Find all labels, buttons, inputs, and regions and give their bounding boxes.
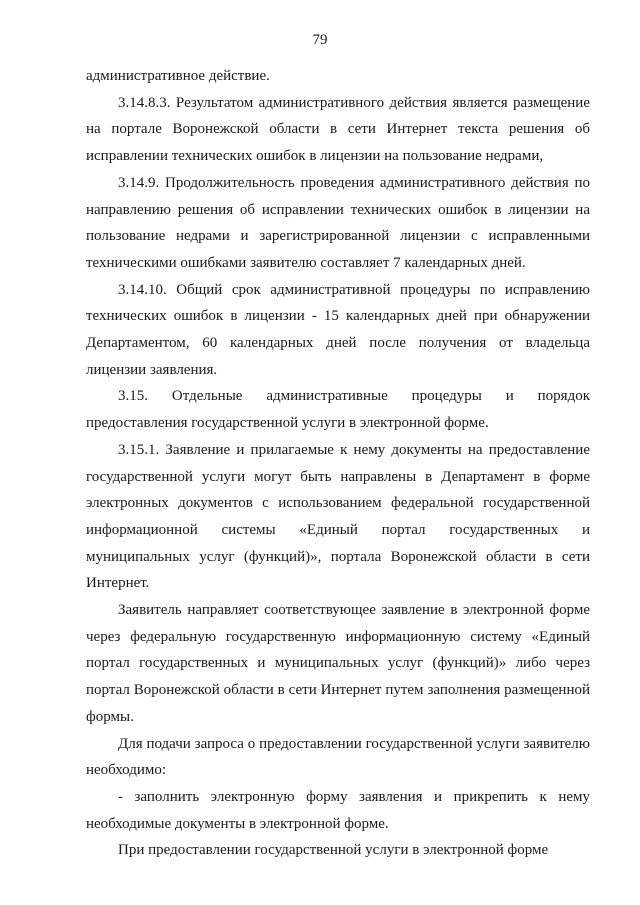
paragraph-3-15: 3.15. Отдельные административные процедуры и порядок предоставления государственной услуги в электронной форме. [86,388,590,432]
document-body [86,63,590,864]
paragraph-request: Для подачи запроса о предоставлении государственной услуги заявителю необходимо: [86,735,590,779]
paragraph-3-14-9: 3.14.9. Продолжительность проведения административного действия по направлению решения об исправлении технических ошибок в лицензии на пользование недрами и зарегистрированной лицензии с исправленными техническими ошибками заявителю составляет 7 календарных дней. [86,174,590,271]
paragraph-3-14-10: 3.14.10. Общий срок административной процедуры по исправлению технических ошибок в лицензии - 15 календарных дней при обнаружении Департаментом, 60 календарных дней после получения от владельца лицензии заявления. [86,281,590,378]
paragraph-applicant: Заявитель направляет соответствующее заявление в электронной форме через федеральную государственную информационную систему «Единый портал государственных и муниципальных услуг (функций)» либо через портал Воронежской области в сети Интернет путем заполнения размещенной формы. [86,602,590,725]
paragraph-list-item: - заполнить электронную форму заявления и прикрепить к нему необходимые документы в электронной форме. [86,788,590,832]
paragraph-final: При предоставлении государственной услуги в электронной форме [118,842,549,859]
paragraph-continuation: административное действие. [86,68,270,84]
paragraph-3-14-8-3: 3.14.8.3. Результатом административного действия является размещение на портале Воронежской области в сети Интернет текста решения об исправлении технических ошибок в лицензии на пользование недрами, [86,94,590,165]
paragraph-3-15-1: 3.15.1. Заявление и прилагаемые к нему документы на предоставление государственной услуги могут быть направлены в Департамент в форме электронных документов с использованием федеральной государственной информационной системы «Единый портал государственных и муниципальных услуг (функций)», портала Воронежской области в сети Интернет. [86,441,590,592]
page-number: 79 [312,32,328,48]
